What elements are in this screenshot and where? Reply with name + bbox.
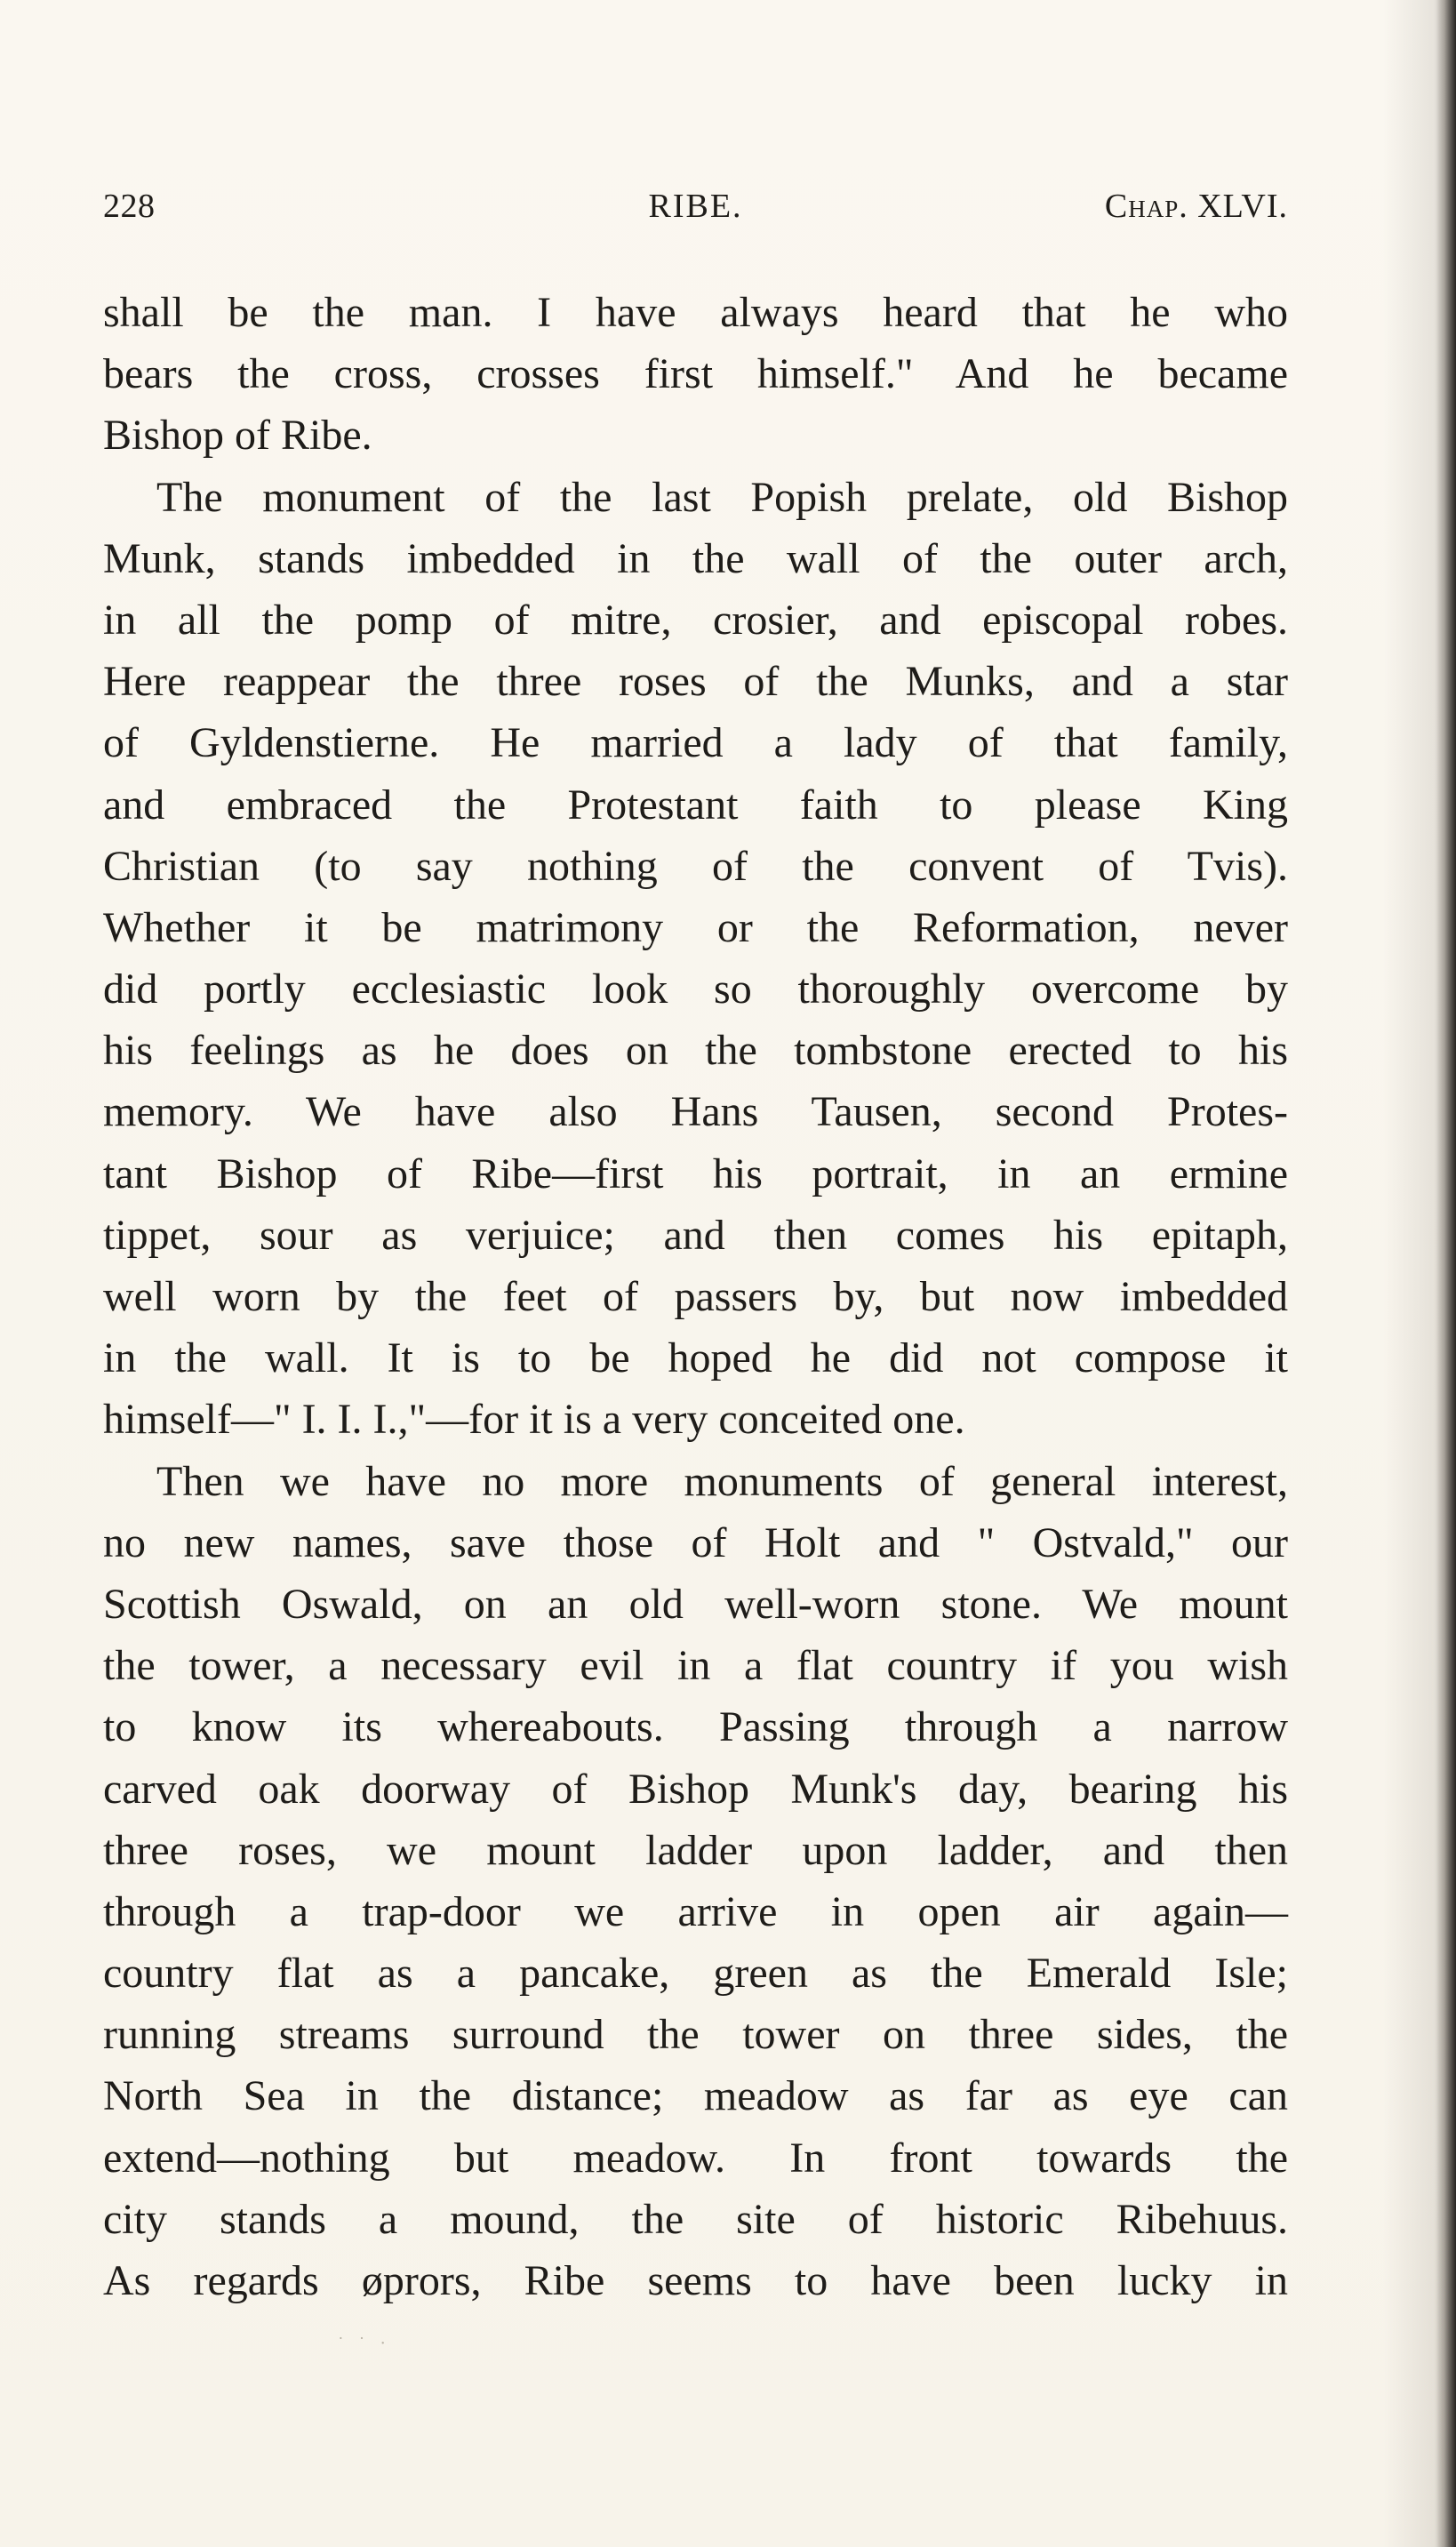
text-line: extend—nothing but meadow. In front towards the: [103, 2134, 1288, 2182]
page-number: 228: [103, 188, 156, 225]
text-line: Scottish Oswald, on an old well-worn stone. We mount: [103, 1580, 1288, 1628]
text-line: through a trap-door we arrive in open air again—: [103, 1887, 1288, 1935]
text-line: no new names, save those of Holt and " Ostvald," our: [103, 1518, 1288, 1566]
text-line: tant Bishop of Ribe—first his portrait, in an ermine: [103, 1149, 1288, 1197]
text-line: in all the pomp of mitre, crosier, and episcopal robes.: [103, 596, 1288, 644]
page-spine-edge: [1436, 0, 1456, 2547]
text-line: Munk, stands imbedded in the wall of the outer arch,: [103, 534, 1288, 582]
text-line: to know its whereabouts. Passing through a narrow: [103, 1703, 1288, 1751]
text-line: carved oak doorway of Bishop Munk's day, bearing his: [103, 1765, 1288, 1813]
text-line: Christian (to say nothing of the convent of Tvis).: [103, 842, 1288, 890]
text-line: As regards øprors, Ribe seems to have been lucky in: [103, 2257, 1288, 2304]
text-line: North Sea in the distance; meadow as far as eye can: [103, 2072, 1288, 2120]
text-line: bears the cross, crosses first himself." And he became: [103, 350, 1288, 398]
text-line: Then we have no more monuments of general interest,: [156, 1457, 1288, 1505]
text-line: Whether it be matrimony or the Reformation, never: [103, 903, 1288, 951]
text-line: the tower, a necessary evil in a flat country if you wish: [103, 1642, 1288, 1690]
running-title: RIBE.: [648, 188, 743, 225]
text-line: three roses, we mount ladder upon ladder, and then: [103, 1826, 1288, 1874]
text-line: memory. We have also Hans Tausen, second Protes-: [103, 1088, 1288, 1136]
body-text: [103, 282, 1288, 2311]
text-line: country flat as a pancake, green as the Emerald Isle;: [103, 1950, 1288, 1998]
text-line: and embraced the Protestant faith to please King: [103, 781, 1288, 829]
text-line: in the wall. It is to be hoped he did not compose it: [103, 1334, 1288, 1382]
text-line: Bishop of Ribe.: [103, 412, 372, 460]
text-line: his feelings as he does on the tombstone erected to his: [103, 1027, 1288, 1075]
text-line: running streams surround the tower on three sides, the: [103, 2011, 1288, 2059]
text-line: of Gyldenstierne. He married a lady of that family,: [103, 719, 1288, 767]
text-line: city stands a mound, the site of historic Ribehuus.: [103, 2195, 1288, 2243]
text-line: did portly ecclesiastic look so thoroughly overcome by: [103, 965, 1288, 1013]
text-line: well worn by the feet of passers by, but now imbedded: [103, 1273, 1288, 1320]
paper-specks: ˙ ˙ ·: [338, 2334, 391, 2353]
text-line: shall be the man. I have always heard that he who: [103, 289, 1288, 336]
text-line: tippet, sour as verjuice; and then comes his epitaph,: [103, 1211, 1288, 1259]
running-head: [103, 181, 1288, 231]
text-line: The monument of the last Popish prelate, old Bishop: [156, 473, 1288, 521]
text-line: Here reappear the three roses of the Munks, and a star: [103, 658, 1288, 706]
chapter-reference: Chap. XLVI.: [1104, 188, 1288, 225]
text-line: himself—" I. I. I.,"—for it is a very conceited one.: [103, 1396, 965, 1444]
